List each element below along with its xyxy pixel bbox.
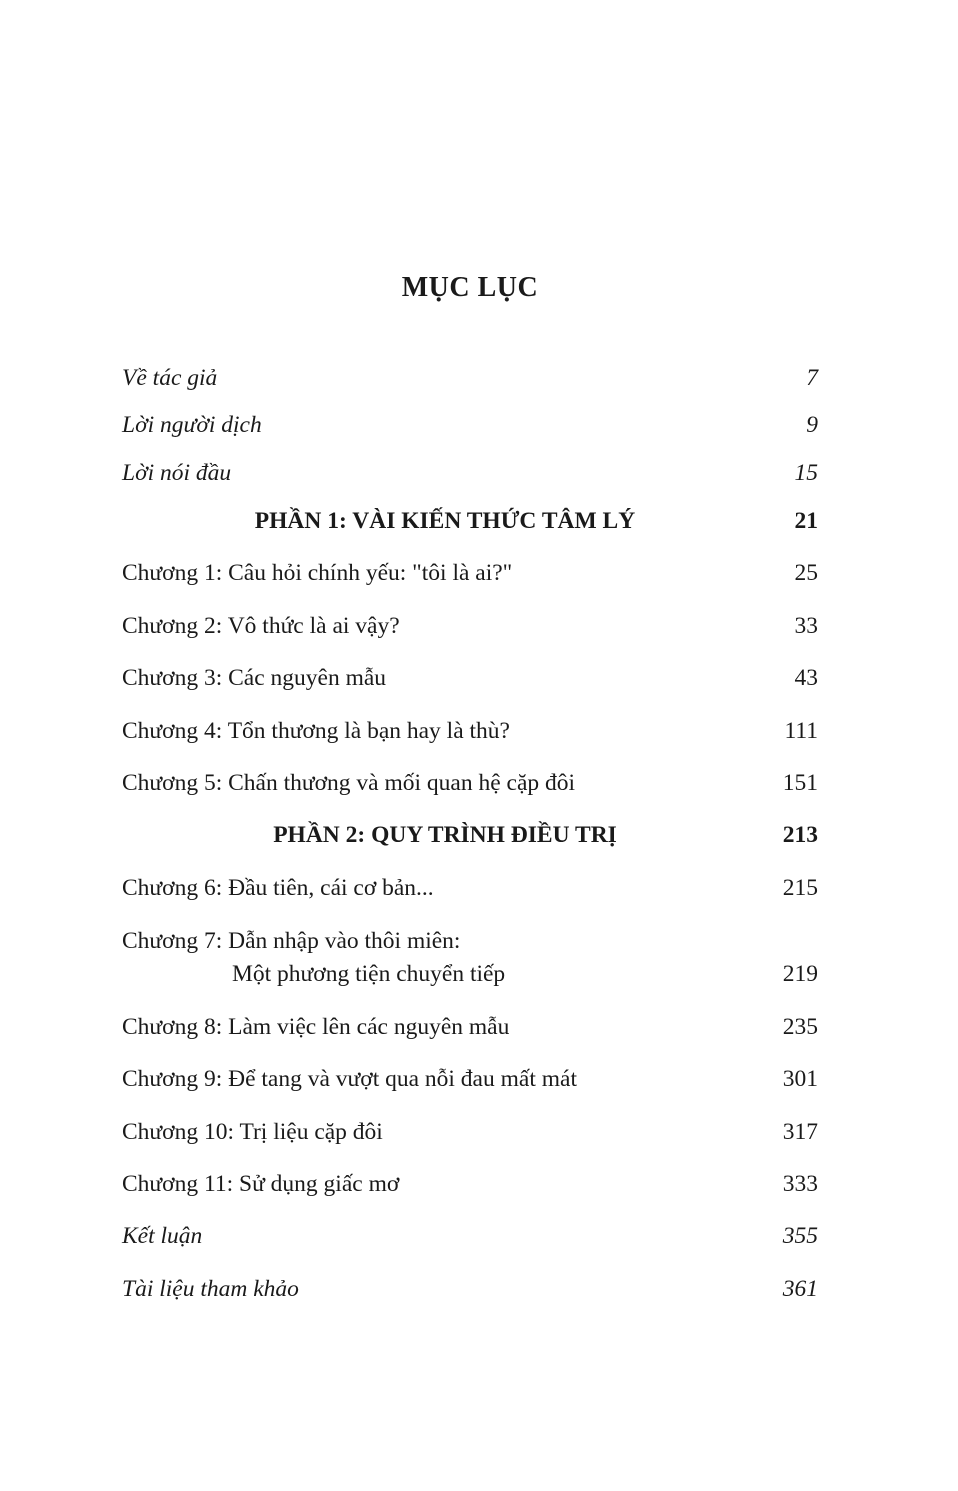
toc-entry-page: 213 xyxy=(782,822,818,848)
toc-part-label: PHẦN 1: VÀI KIẾN THỨC TÂM LÝ xyxy=(254,508,636,534)
toc-entry-page: 235 xyxy=(782,1014,818,1040)
toc-entry-label: Tài liệu tham khảo xyxy=(122,1276,299,1302)
toc-entry-page: 317 xyxy=(782,1119,818,1145)
toc-entry-label: Chương 7: Dẫn nhập vào thôi miên: xyxy=(122,928,461,954)
toc-entry-page: 215 xyxy=(782,875,818,901)
toc-entry-page: 219 xyxy=(782,961,818,987)
toc-entry-label: Lời nói đầu xyxy=(122,460,232,486)
toc-entry-page: 15 xyxy=(794,460,818,486)
toc-entry-label: Chương 5: Chấn thương và mối quan hệ cặp đôi xyxy=(122,770,576,796)
toc-entry-page: 301 xyxy=(782,1066,818,1092)
toc-entry-label: Chương 6: Đầu tiên, cái cơ bản... xyxy=(122,875,434,901)
toc-entry-page: 361 xyxy=(782,1276,818,1302)
toc-entry-label: Chương 1: Câu hỏi chính yếu: "tôi là ai?" xyxy=(122,560,513,586)
toc-entry-page: 355 xyxy=(782,1223,818,1249)
toc-entry-page: 9 xyxy=(806,412,818,438)
toc-entry-label: Chương 3: Các nguyên mẫu xyxy=(122,665,387,691)
toc-entry-label-continuation: Một phương tiện chuyển tiếp xyxy=(232,961,506,987)
toc-entry-page: 151 xyxy=(782,770,818,796)
toc-entry-label: Chương 10: Trị liệu cặp đôi xyxy=(122,1119,383,1145)
toc-entry-page: 43 xyxy=(794,665,818,691)
toc-entry-page: 333 xyxy=(782,1171,818,1197)
toc-part-label: PHẦN 2: QUY TRÌNH ĐIỀU TRỊ xyxy=(273,822,617,848)
page-title: MỤC LỤC xyxy=(401,272,539,303)
toc-entry-label: Chương 2: Vô thức là ai vậy? xyxy=(122,613,400,639)
toc-entry-label: Chương 8: Làm việc lên các nguyên mẫu xyxy=(122,1014,510,1040)
toc-entry-page: 7 xyxy=(806,365,818,391)
toc-entry-page: 33 xyxy=(794,613,818,639)
toc-entry-chapter-7 xyxy=(122,926,818,988)
toc-entry-label: Kết luận xyxy=(122,1223,203,1249)
toc-entry-label: Lời người dịch xyxy=(122,412,262,438)
toc-entry-label: Chương 4: Tổn thương là bạn hay là thù? xyxy=(122,718,510,744)
toc-entry-page: 21 xyxy=(794,508,818,534)
toc-entry-label: Về tác giả xyxy=(122,365,218,391)
toc-entry-page: 25 xyxy=(794,560,818,586)
toc-entry-page: 111 xyxy=(784,718,818,744)
toc-entry-label: Chương 9: Để tang và vượt qua nỗi đau mất mát xyxy=(122,1066,577,1092)
toc-entry-label: Chương 11: Sử dụng giấc mơ xyxy=(122,1171,400,1197)
